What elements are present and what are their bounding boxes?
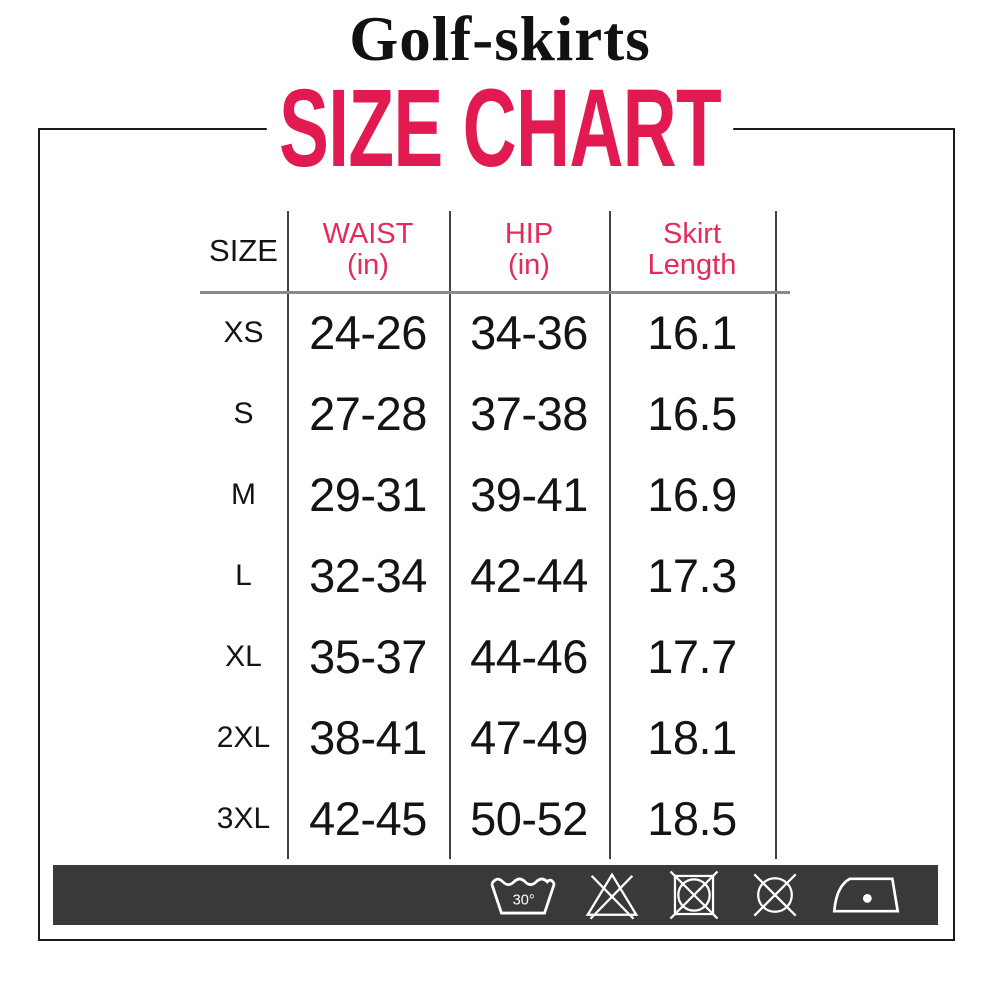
column-header-label: SIZE bbox=[209, 232, 278, 268]
size-cell: L bbox=[235, 558, 252, 592]
length-cell: 16.1 bbox=[647, 306, 737, 359]
column-header-sublabel: (in) bbox=[347, 249, 389, 281]
care-instructions-bar bbox=[53, 865, 938, 925]
do-not-bleach-icon bbox=[583, 869, 641, 921]
do-not-dry-clean-icon bbox=[747, 867, 803, 923]
size-cell: 2XL bbox=[216, 720, 271, 754]
waist-cell: 35-37 bbox=[309, 630, 427, 683]
hip-cell: 34-36 bbox=[470, 306, 588, 359]
column-header-waist bbox=[287, 208, 449, 292]
waist-cell: 29-31 bbox=[309, 468, 427, 521]
column-header-sublabel: (in) bbox=[508, 249, 550, 281]
do-not-tumble-dry-icon bbox=[666, 867, 722, 923]
table-column-divider bbox=[775, 211, 777, 859]
size-cell: S bbox=[233, 396, 254, 430]
size-cell: XS bbox=[223, 315, 264, 349]
waist-cell: 24-26 bbox=[309, 306, 427, 359]
size-table bbox=[200, 208, 775, 859]
hip-cell: 47-49 bbox=[470, 711, 588, 764]
length-cell: 16.5 bbox=[647, 387, 737, 440]
hip-cell: 39-41 bbox=[470, 468, 588, 521]
length-cell: 17.3 bbox=[647, 549, 737, 602]
column-header-label: Skirt bbox=[663, 218, 721, 250]
hip-cell: 37-38 bbox=[470, 387, 588, 440]
length-cell: 16.9 bbox=[647, 468, 737, 521]
iron-low-heat-icon bbox=[828, 868, 904, 922]
page-title bbox=[157, 67, 843, 190]
size-cell: M bbox=[231, 477, 256, 511]
waist-cell: 38-41 bbox=[309, 711, 427, 764]
length-cell: 18.5 bbox=[647, 792, 737, 845]
waist-cell: 42-45 bbox=[309, 792, 427, 845]
column-header-size bbox=[200, 208, 287, 292]
size-cell: 3XL bbox=[216, 801, 271, 835]
hip-cell: 44-46 bbox=[470, 630, 588, 683]
size-cell: XL bbox=[225, 639, 262, 673]
brand-title: Golf-skirts bbox=[349, 4, 651, 74]
wash-temperature-label: 30° bbox=[512, 892, 535, 909]
length-cell: 18.1 bbox=[647, 711, 737, 764]
length-cell: 17.7 bbox=[647, 630, 737, 683]
machine-wash-30-icon bbox=[488, 870, 558, 920]
hip-cell: 50-52 bbox=[470, 792, 588, 845]
column-header-hip bbox=[449, 208, 609, 292]
column-header-skirt-length bbox=[609, 208, 775, 292]
waist-cell: 32-34 bbox=[309, 549, 427, 602]
waist-cell: 27-28 bbox=[309, 387, 427, 440]
column-header-label: HIP bbox=[504, 218, 554, 250]
column-header-label: WAIST bbox=[322, 218, 414, 250]
page-title-text: SIZE CHART bbox=[267, 74, 733, 184]
hip-cell: 42-44 bbox=[470, 549, 588, 602]
column-header-sublabel: Length bbox=[647, 249, 737, 281]
